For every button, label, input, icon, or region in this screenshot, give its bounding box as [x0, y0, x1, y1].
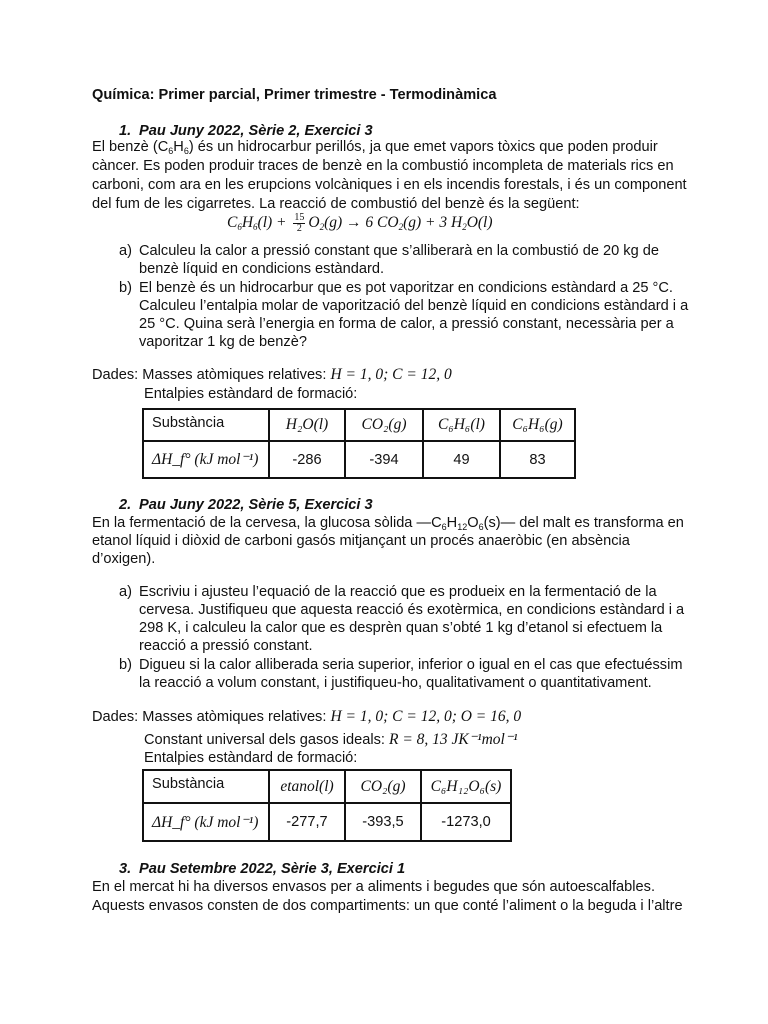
question-line: cervesa. Justifiqueu que aquesta reacció és exotèrmica, en condicions estàndard i a — [139, 602, 685, 618]
data-line — [92, 708, 521, 726]
paragraph-line: Aquests envasos consten de dos compartiments: un que conté l’aliment o la beguda i l’altre — [92, 898, 683, 914]
combustion-equation — [227, 213, 493, 236]
eq-part: O(l) — [466, 214, 493, 232]
text: (s)— del malt es transforma en — [483, 515, 684, 531]
exercise-2-heading — [119, 496, 373, 514]
page-title: Química: Primer parcial, Primer trimestre - Termodinàmica — [92, 87, 497, 103]
data-line: Entalpies estàndard de formació: — [144, 386, 358, 402]
text: H — [173, 139, 184, 155]
data-line: Entalpies estàndard de formació: — [144, 750, 358, 766]
table-cell: -277,7 — [269, 803, 345, 841]
text: ) és un hidrocarbur perillós, ja que emet vapors tòxics que poden produir — [188, 139, 658, 155]
table-cell: 49 — [423, 441, 500, 478]
subscript: 6 — [168, 146, 174, 156]
paragraph-line: d’oxigen). — [92, 551, 156, 567]
denominator: 2 — [296, 223, 302, 234]
table-header: C₆H₆(l) — [423, 409, 500, 441]
question-line: 25 °C. Quina serà l’energia en forma de calor, a pressió constant, necessària per a — [139, 316, 674, 332]
table-header: Substància — [143, 409, 269, 441]
exercise-title: Pau Juny 2022, Sèrie 2, Exercici 3 — [139, 123, 373, 139]
exercise-number: 2. — [119, 497, 132, 513]
table-header: CO₂(g) — [345, 409, 423, 441]
enthalpy-table-2 — [142, 769, 512, 842]
eq-part: (g) + 3 H — [403, 214, 463, 232]
paragraph-line: càncer. Es poden produir traces de benzè en la combustió incompleta de materials rics en — [92, 158, 674, 174]
enthalpy-table-1 — [142, 408, 576, 479]
table-header: CO₂(g) — [345, 770, 421, 803]
text: Constant universal dels gasos ideals: — [144, 732, 389, 748]
text: En la fermentació de la cervesa, la glucosa sòlida —C — [92, 515, 442, 531]
exercise-title: Pau Setembre 2022, Sèrie 3, Exercici 1 — [139, 861, 406, 877]
eq-sub: 2 — [462, 222, 467, 233]
question-line: Calculeu la calor a pressió constant que s’alliberarà en la combustió de 20 kg de — [139, 243, 660, 259]
text: Dades: Masses atòmiques relatives: — [92, 709, 331, 725]
exercise-3-heading — [119, 860, 405, 878]
question-label: b) — [119, 280, 132, 296]
paragraph-line: carboni, com ara en les erupcions volcàniques i en els incendis forestals, i és un component — [92, 177, 687, 193]
table-cell: -393,5 — [345, 803, 421, 841]
question-line: reacció a pressió constant. — [139, 638, 313, 654]
eq-sub: 6 — [237, 222, 242, 233]
question-label: b) — [119, 657, 132, 673]
subscript: 6 — [183, 146, 189, 156]
eq-sub: 6 — [253, 222, 258, 233]
table-cell: -286 — [269, 441, 345, 478]
eq-sub: 2 — [398, 222, 404, 233]
question-line: 298 K, i calculeu la calor que es desprèn quan s’obté 1 kg d’etanol si efectuem la — [139, 620, 663, 636]
eq-part: H — [241, 214, 254, 232]
question-line: Digueu si la calor alliberada seria superior, inferior o igual en el cas que efectuéssim — [139, 657, 683, 673]
data-line — [92, 366, 452, 384]
math: H = 1, 0; C = 12, 0 — [330, 366, 452, 383]
text: El benzè (C — [92, 139, 169, 155]
eq-sub: 2 — [319, 222, 325, 233]
subscript: 12 — [457, 522, 468, 532]
eq-part: (g) → 6 CO — [324, 214, 399, 232]
numerator: 15 — [294, 212, 305, 223]
exercise-title: Pau Juny 2022, Sèrie 5, Exercici 3 — [139, 497, 373, 513]
eq-part: C — [227, 214, 238, 232]
question-line: vaporitzar 1 kg de benzè? — [139, 334, 307, 350]
paragraph-line: En el mercat hi ha diversos envasos per a aliments i begudes que són autoescalfables. — [92, 879, 655, 895]
question-line: Escriviu i ajusteu l’equació de la reacció que es produeix en la fermentació de la — [139, 584, 657, 600]
fraction — [293, 213, 305, 234]
question-line: Calculeu l’entalpia molar de vaporització del benzè líquid en condicions estàndard i a — [139, 298, 689, 314]
eq-part: (l) + — [257, 214, 291, 232]
row-label: ΔH_f° (kJ mol⁻¹) — [143, 803, 269, 841]
question-line: El benzè és un hidrocarbur que es pot vaporitzar en condicions estàndard a 25 °C. — [139, 280, 673, 296]
table-cell: -1273,0 — [421, 803, 511, 841]
question-label: a) — [119, 584, 132, 600]
table-header: C₆H₆(g) — [500, 409, 575, 441]
paragraph-line: etanol líquid i diòxid de carboni gasós mitjançant un procés anaeròbic (en absència — [92, 533, 630, 549]
table-header: Substància — [143, 770, 269, 803]
exercise-number: 1. — [119, 123, 132, 139]
table-cell: -394 — [345, 441, 423, 478]
table-header: C₆H₁₂O₆(s) — [421, 770, 511, 803]
math: H = 1, 0; C = 12, 0; O = 16, 0 — [330, 708, 522, 725]
question-line: benzè líquid en condicions estàndard. — [139, 261, 385, 277]
row-label: ΔH_f° (kJ mol⁻¹) — [143, 441, 269, 478]
text: O — [467, 515, 479, 531]
table-header: etanol(l) — [269, 770, 345, 803]
question-label: a) — [119, 243, 132, 259]
data-line — [144, 731, 518, 749]
text: H — [446, 515, 458, 531]
text: Dades: Masses atòmiques relatives: — [92, 367, 331, 383]
math: R = 8, 13 JK⁻¹mol⁻¹ — [389, 731, 518, 748]
paragraph-line: del fum de les cigarretes. La reacció de combustió del benzè és la següent: — [92, 196, 580, 212]
table-header: H₂O(l) — [269, 409, 345, 441]
subscript: 6 — [441, 522, 447, 532]
table-cell: 83 — [500, 441, 575, 478]
subscript: 6 — [478, 522, 484, 532]
question-line: la reacció a volum constant, i justifiqueu-ho, qualitativament o quantitativament. — [139, 675, 652, 691]
eq-part: O — [308, 214, 320, 232]
exercise-number: 3. — [119, 861, 132, 877]
